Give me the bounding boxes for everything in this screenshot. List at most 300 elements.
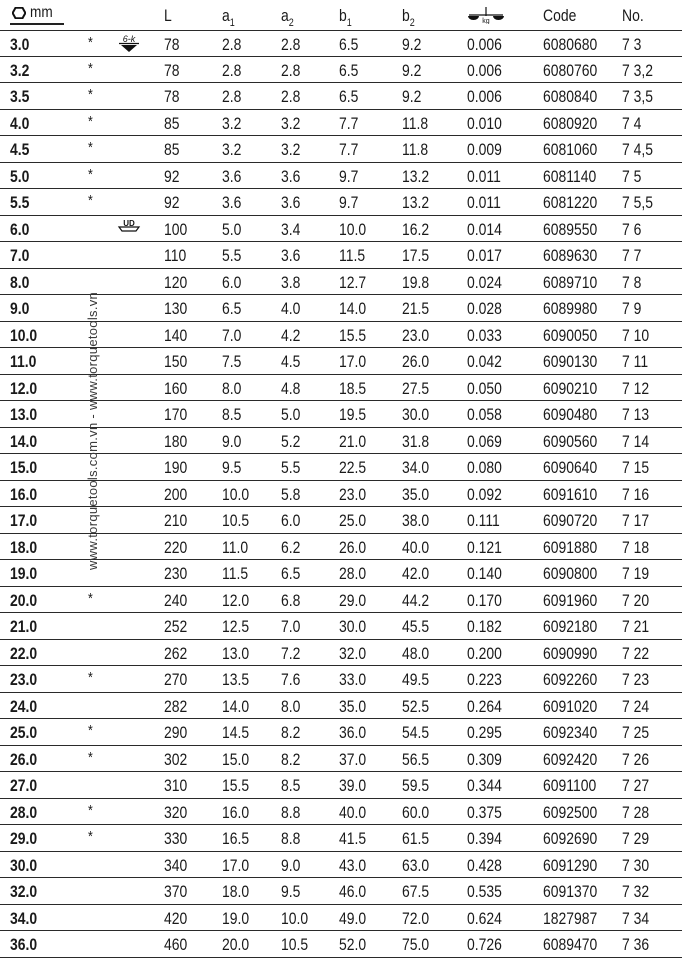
- col-header-b1: $b_1$: [339, 6, 352, 30]
- cell-b2: 13.2: [402, 193, 430, 212]
- table-row: [0, 534, 682, 561]
- cell-a1: 15.5: [222, 776, 250, 795]
- cell-code: 6091880: [543, 537, 598, 557]
- ud-profile-icon: [116, 218, 142, 238]
- table-row: [0, 507, 682, 534]
- cell-L: 310: [164, 776, 188, 795]
- cell-w: 0.295: [467, 723, 502, 742]
- cell-a2: 6.8: [281, 590, 301, 610]
- cell-b1: 46.0: [339, 882, 367, 901]
- cell-w: 0.006: [467, 60, 502, 80]
- cell-b2: 9.2: [402, 60, 422, 80]
- cell-b2: 30.0: [402, 405, 430, 424]
- table-row: [0, 931, 682, 958]
- cell-code: 6090720: [543, 511, 598, 530]
- cell-L: 160: [164, 378, 188, 398]
- cell-no: 7 15: [622, 458, 650, 477]
- cell-L: 270: [164, 670, 188, 689]
- cell-a2: 9.5: [281, 882, 301, 901]
- cell-a1: 17.0: [222, 855, 250, 875]
- cell-no: 7 30: [622, 855, 650, 875]
- cell-no: 7 16: [622, 484, 650, 504]
- cell-star: *: [88, 801, 93, 819]
- cell-a1: 5.5: [222, 246, 242, 265]
- cell-b1: 33.0: [339, 670, 367, 689]
- cell-code: 6090640: [543, 458, 598, 477]
- cell-L: 210: [164, 511, 188, 530]
- table-row: [0, 746, 682, 773]
- cell-w: 0.011: [467, 166, 501, 186]
- col-header-code: Code: [543, 6, 577, 25]
- cell-b1: 35.0: [339, 696, 367, 716]
- cell-no: 7 5: [622, 166, 642, 186]
- cell-b2: 59.5: [402, 776, 430, 795]
- cell-b2: 9.2: [402, 35, 422, 54]
- cell-b1: 37.0: [339, 749, 367, 769]
- cell-a1: 14.0: [222, 696, 250, 716]
- cell-star: *: [88, 165, 93, 183]
- cell-code: 6090480: [543, 405, 598, 424]
- cell-code: 6091290: [543, 855, 598, 875]
- cell-L: 120: [164, 272, 188, 292]
- cell-a2: 2.8: [281, 35, 301, 54]
- cell-b1: 9.7: [339, 166, 359, 186]
- cell-a1: 2.8: [222, 87, 242, 106]
- cell-b1: 22.5: [339, 458, 367, 477]
- cell-b2: 52.5: [402, 696, 430, 716]
- cell-size: 15.0: [10, 458, 38, 477]
- cell-size: 24.0: [10, 696, 38, 716]
- table-row: [0, 428, 682, 455]
- cell-no: 7 24: [622, 696, 650, 716]
- cell-a2: 3.6: [281, 246, 301, 265]
- cell-b1: 23.0: [339, 484, 367, 504]
- cell-a2: 7.0: [281, 617, 301, 636]
- cell-code: 6089630: [543, 246, 598, 265]
- cell-a2: 6.0: [281, 511, 301, 530]
- cell-code: 6092340: [543, 723, 598, 742]
- cell-a2: 3.8: [281, 272, 301, 292]
- cell-code: 6092260: [543, 670, 598, 689]
- cell-no: 7 27: [622, 776, 650, 795]
- table-row: [0, 693, 682, 720]
- cell-size: 14.0: [10, 431, 38, 451]
- cell-no: 7 9: [622, 299, 642, 318]
- cell-w: 0.223: [467, 670, 502, 689]
- cell-no: 7 19: [622, 564, 650, 583]
- cell-code: 6092690: [543, 829, 598, 848]
- cell-size: 16.0: [10, 484, 38, 504]
- cell-w: 0.017: [467, 246, 502, 265]
- cell-size: 4.0: [10, 113, 30, 133]
- cell-size: 19.0: [10, 564, 38, 583]
- cell-b1: 15.5: [339, 325, 367, 345]
- cell-b2: 49.5: [402, 670, 430, 689]
- cell-no: 7 3: [622, 35, 642, 54]
- cell-a1: 6.5: [222, 299, 242, 318]
- cell-w: 0.394: [467, 829, 502, 848]
- table-row: [0, 825, 682, 852]
- cell-L: 130: [164, 299, 188, 318]
- cell-a2: 8.0: [281, 696, 301, 716]
- cell-no: 7 34: [622, 908, 650, 928]
- cell-w: 0.010: [467, 113, 502, 133]
- cell-no: 7 10: [622, 325, 650, 345]
- table-row: [0, 799, 682, 826]
- cell-no: 7 3,2: [622, 60, 654, 80]
- cell-L: 230: [164, 564, 188, 583]
- cell-b1: 9.7: [339, 193, 359, 212]
- cell-w: 0.535: [467, 882, 502, 901]
- cell-no: 7 36: [622, 935, 650, 954]
- table-row: [0, 269, 682, 296]
- cell-star: *: [88, 669, 93, 686]
- cell-b2: 26.0: [402, 352, 430, 371]
- table-row: [0, 640, 682, 667]
- cell-b2: 13.2: [402, 166, 430, 186]
- cell-a2: 4.5: [281, 352, 301, 371]
- cell-a2: 2.8: [281, 87, 301, 106]
- cell-b1: 7.7: [339, 113, 359, 133]
- cell-size: 8.0: [10, 272, 30, 292]
- cell-L: 92: [164, 193, 180, 212]
- cell-b2: 11.8: [402, 140, 429, 159]
- cell-b2: 56.5: [402, 749, 430, 769]
- cell-a1: 16.0: [222, 802, 250, 822]
- cell-size: 32.0: [10, 882, 38, 901]
- cell-w: 0.344: [467, 776, 502, 795]
- cell-a1: 7.0: [222, 325, 242, 345]
- cell-a2: 4.8: [281, 378, 301, 398]
- cell-b1: 25.0: [339, 511, 367, 530]
- cell-size: 4.5: [10, 140, 30, 159]
- cell-code: 6080840: [543, 87, 598, 106]
- cell-size: 30.0: [10, 855, 38, 875]
- cell-w: 0.058: [467, 405, 502, 424]
- cell-a2: 7.6: [281, 670, 301, 689]
- col-header-no: No.: [622, 6, 644, 25]
- cell-L: 170: [164, 405, 188, 424]
- cell-b2: 35.0: [402, 484, 430, 504]
- cell-b1: 32.0: [339, 643, 367, 663]
- cell-a2: 3.4: [281, 219, 301, 239]
- cell-code: 6081220: [543, 193, 598, 212]
- cell-no: 7 4: [622, 113, 642, 133]
- cell-b2: 23.0: [402, 325, 430, 345]
- table-row: [0, 57, 682, 84]
- cell-size: 3.2: [10, 60, 30, 80]
- table-row: [0, 136, 682, 163]
- cell-no: 7 5,5: [622, 193, 654, 212]
- cell-no: 7 12: [622, 378, 650, 398]
- cell-L: 110: [164, 246, 187, 265]
- cell-L: 420: [164, 908, 188, 928]
- cell-b2: 34.0: [402, 458, 430, 477]
- cell-code: 6090560: [543, 431, 598, 451]
- cell-L: 100: [164, 219, 188, 239]
- cell-L: 78: [164, 35, 180, 54]
- cell-w: 0.309: [467, 749, 502, 769]
- cell-L: 460: [164, 935, 188, 954]
- cell-no: 7 21: [622, 617, 650, 636]
- cell-b1: 41.5: [339, 829, 367, 848]
- col-header-a1: $a_1$: [222, 6, 235, 30]
- cell-w: 0.042: [467, 352, 502, 371]
- cell-w: 0.011: [467, 193, 501, 212]
- cell-b2: 9.2: [402, 87, 422, 106]
- cell-b1: 6.5: [339, 60, 359, 80]
- cell-b1: 11.5: [339, 246, 366, 265]
- cell-L: 340: [164, 855, 188, 875]
- cell-a1: 8.5: [222, 405, 242, 424]
- cell-no: 7 29: [622, 829, 650, 848]
- cell-w: 0.726: [467, 935, 502, 954]
- cell-a2: 8.2: [281, 749, 301, 769]
- cell-L: 220: [164, 537, 188, 557]
- unit-label: mm: [30, 4, 53, 21]
- cell-a2: 5.5: [281, 458, 301, 477]
- cell-w: 0.121: [467, 537, 502, 557]
- table-header: [0, 0, 682, 30]
- cell-w: 0.050: [467, 378, 502, 398]
- cell-star: *: [88, 192, 93, 209]
- cell-code: 6090130: [543, 352, 598, 371]
- svg-text:UD: UD: [123, 218, 135, 228]
- cell-size: 34.0: [10, 908, 38, 928]
- cell-L: 252: [164, 617, 188, 636]
- cell-size: 9.0: [10, 299, 30, 318]
- cell-b2: 42.0: [402, 564, 430, 583]
- cell-no: 7 22: [622, 643, 650, 663]
- cell-b1: 39.0: [339, 776, 367, 795]
- cell-b1: 52.0: [339, 935, 367, 954]
- cell-a1: 13.0: [222, 643, 250, 663]
- cell-size: 5.5: [10, 193, 30, 212]
- table-row: [0, 878, 682, 905]
- scale-icon: [466, 6, 506, 24]
- cell-a2: 3.2: [281, 140, 301, 159]
- table-row: [0, 322, 682, 349]
- table-row: [0, 587, 682, 614]
- cell-a2: 3.6: [281, 193, 301, 212]
- cell-a1: 12.0: [222, 590, 250, 610]
- cell-b1: 43.0: [339, 855, 367, 875]
- cell-w: 0.140: [467, 564, 502, 583]
- cell-a2: 8.8: [281, 829, 301, 848]
- cell-no: 7 14: [622, 431, 650, 451]
- cell-w: 0.080: [467, 458, 502, 477]
- cell-size: 5.0: [10, 166, 30, 186]
- cell-no: 7 11: [622, 352, 649, 371]
- cell-code: 6091100: [543, 776, 597, 795]
- cell-b1: 21.0: [339, 431, 367, 451]
- cell-a1: 16.5: [222, 829, 250, 848]
- table-row: [0, 401, 682, 428]
- cell-w: 0.069: [467, 431, 502, 451]
- cell-size: 27.0: [10, 776, 38, 795]
- cell-L: 78: [164, 60, 180, 80]
- cell-no: 7 17: [622, 511, 650, 530]
- cell-no: 7 4,5: [622, 140, 654, 159]
- cell-a2: 5.2: [281, 431, 301, 451]
- hexagon-icon: [12, 7, 26, 19]
- cell-w: 0.006: [467, 87, 502, 106]
- cell-no: 7 3,5: [622, 87, 654, 106]
- cell-w: 0.009: [467, 140, 502, 159]
- table-row: [0, 30, 682, 57]
- cell-no: 7 23: [622, 670, 650, 689]
- cell-b2: 72.0: [402, 908, 430, 928]
- cell-b1: 18.5: [339, 378, 367, 398]
- cell-a1: 8.0: [222, 378, 242, 398]
- cell-a1: 20.0: [222, 935, 250, 954]
- table-row: [0, 189, 682, 216]
- cell-b1: 12.7: [339, 272, 367, 292]
- cell-size: 3.5: [10, 87, 30, 106]
- cell-a2: 5.8: [281, 484, 301, 504]
- cell-b2: 11.8: [402, 113, 429, 133]
- cell-a2: 4.2: [281, 325, 301, 345]
- cell-code: 6081060: [543, 140, 598, 159]
- svg-text:6-k: 6-k: [122, 34, 136, 44]
- cell-size: 21.0: [10, 617, 38, 636]
- cell-code: 6089980: [543, 299, 598, 318]
- cell-a1: 5.0: [222, 219, 242, 239]
- cell-a2: 2.8: [281, 60, 301, 80]
- cell-star: *: [88, 828, 93, 845]
- cell-L: 190: [164, 458, 188, 477]
- cell-b1: 49.0: [339, 908, 367, 928]
- cell-b1: 30.0: [339, 617, 367, 636]
- cell-w: 0.182: [467, 617, 502, 636]
- cell-size: 28.0: [10, 802, 38, 822]
- cell-b1: 29.0: [339, 590, 367, 610]
- cell-size: 20.0: [10, 590, 38, 610]
- cell-L: 85: [164, 113, 180, 133]
- cell-size: 3.0: [10, 35, 30, 54]
- cell-a1: 10.5: [222, 511, 250, 530]
- cell-code: 6090800: [543, 564, 598, 583]
- cell-L: 140: [164, 325, 188, 345]
- table-row: [0, 216, 682, 243]
- cell-b2: 31.8: [402, 431, 430, 451]
- cell-a2: 6.2: [281, 537, 301, 557]
- table-row: [0, 719, 682, 746]
- cell-L: 262: [164, 643, 188, 663]
- cell-L: 330: [164, 829, 188, 848]
- cell-a1: 14.5: [222, 723, 250, 742]
- cell-size: 11.0: [10, 352, 37, 371]
- cell-L: 320: [164, 802, 188, 822]
- cell-b2: 27.5: [402, 378, 430, 398]
- cell-star: *: [88, 34, 93, 51]
- cell-L: 200: [164, 484, 188, 504]
- cell-code: 6089710: [543, 272, 598, 292]
- cell-a2: 3.6: [281, 166, 301, 186]
- table-row: [0, 481, 682, 508]
- cell-a1: 13.5: [222, 670, 250, 689]
- cell-size: 7.0: [10, 246, 30, 265]
- cell-a1: 3.2: [222, 140, 242, 159]
- cell-size: 23.0: [10, 670, 38, 689]
- cell-a2: 8.8: [281, 802, 301, 822]
- cell-b1: 19.5: [339, 405, 367, 424]
- cell-b1: 10.0: [339, 219, 367, 239]
- cell-L: 282: [164, 696, 188, 716]
- cell-a2: 6.5: [281, 564, 301, 583]
- cell-a1: 15.0: [222, 749, 250, 769]
- cell-b2: 60.0: [402, 802, 430, 822]
- cell-a1: 7.5: [222, 352, 242, 371]
- cell-star: *: [88, 589, 93, 607]
- cell-star: *: [88, 748, 93, 766]
- table-row: [0, 83, 682, 110]
- cell-code: 1827987: [543, 908, 598, 928]
- cell-w: 0.264: [467, 696, 502, 716]
- cell-a1: 11.0: [222, 537, 249, 557]
- cell-a2: 8.5: [281, 776, 301, 795]
- cell-w: 0.428: [467, 855, 502, 875]
- cell-code: 6091020: [543, 696, 598, 716]
- cell-w: 0.033: [467, 325, 502, 345]
- cell-a2: 8.2: [281, 723, 301, 742]
- cell-size: 12.0: [10, 378, 38, 398]
- cell-b1: 6.5: [339, 87, 359, 106]
- cell-code: 6091610: [543, 484, 598, 504]
- cell-no: 7 8: [622, 272, 642, 292]
- cell-L: 370: [164, 882, 188, 901]
- cell-size: 17.0: [10, 511, 38, 530]
- cell-w: 0.375: [467, 802, 502, 822]
- cell-L: 290: [164, 723, 188, 742]
- cell-b2: 75.0: [402, 935, 430, 954]
- cell-a2: 9.0: [281, 855, 301, 875]
- cell-a1: 9.0: [222, 431, 242, 451]
- cell-no: 7 20: [622, 590, 650, 610]
- cell-w: 0.624: [467, 908, 502, 928]
- cell-b2: 21.5: [402, 299, 430, 318]
- cell-b2: 54.5: [402, 723, 430, 742]
- cell-L: 85: [164, 140, 180, 159]
- cell-L: 150: [164, 352, 188, 371]
- cell-size: 6.0: [10, 219, 30, 239]
- cell-size: 13.0: [10, 405, 38, 424]
- cell-size: 10.0: [10, 325, 38, 345]
- tool-table: [0, 30, 682, 958]
- cell-b2: 48.0: [402, 643, 430, 663]
- size-column-header: [10, 5, 64, 25]
- cell-a1: 3.6: [222, 193, 242, 212]
- cell-w: 0.006: [467, 35, 502, 54]
- table-row: [0, 375, 682, 402]
- cell-L: 180: [164, 431, 188, 451]
- cell-code: 6091370: [543, 882, 598, 901]
- cell-a1: 9.5: [222, 458, 242, 477]
- cell-b2: 19.8: [402, 272, 430, 292]
- cell-b1: 7.7: [339, 140, 359, 159]
- cell-a1: 3.2: [222, 113, 242, 133]
- cell-code: 6090050: [543, 325, 598, 345]
- cell-w: 0.170: [467, 590, 502, 610]
- table-row: [0, 295, 682, 322]
- cell-b1: 6.5: [339, 35, 359, 54]
- cell-a2: 7.2: [281, 643, 301, 663]
- cell-b2: 61.5: [402, 829, 430, 848]
- cell-a1: 2.8: [222, 35, 242, 54]
- cell-a1: 11.5: [222, 564, 249, 583]
- cell-size: 26.0: [10, 749, 38, 769]
- table-row: [0, 242, 682, 269]
